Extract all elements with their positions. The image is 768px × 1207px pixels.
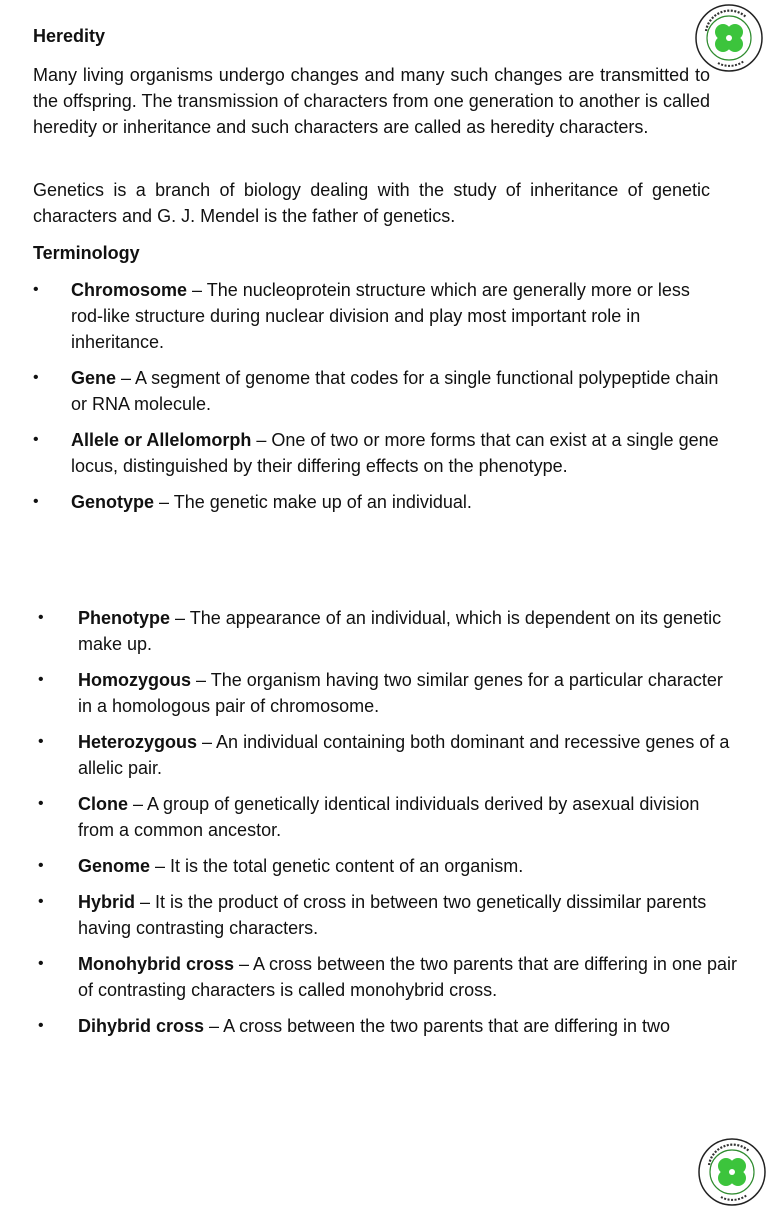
- bullet-icon: •: [33, 281, 39, 298]
- genetics-paragraph: Genetics is a branch of biology dealing with the study of inheritance of genetic characters and G. J. Mendel is the father of genetics.: [33, 180, 710, 226]
- list-item: [33, 427, 723, 479]
- term-definition: – It is the product of cross in between two genetically dissimilar parents having contrasting characters.: [78, 892, 707, 938]
- term-label: Homozygous: [78, 670, 192, 690]
- page-title: Heredity: [33, 26, 106, 46]
- bullet-icon: •: [38, 609, 44, 626]
- list-item: [38, 951, 738, 1003]
- bullet-icon: •: [38, 671, 44, 688]
- term-definition: – It is the total genetic content of an organism.: [150, 856, 524, 876]
- term-label: Hybrid: [78, 892, 136, 912]
- intro-paragraph: Many living organisms undergo changes and many such changes are transmitted to the offspring. The transmission of characters from one generation to another is called heredity or inheritance and such characters are called as heredity characters.: [33, 65, 710, 137]
- list-item: [38, 791, 738, 843]
- term-label: Genotype: [71, 492, 155, 512]
- bullet-icon: •: [33, 431, 39, 448]
- term-definition: – A group of genetically identical individuals derived by asexual division from a common ancestor.: [78, 794, 700, 840]
- bullet-icon: •: [38, 955, 44, 972]
- university-seal-icon: [694, 3, 764, 73]
- term-definition: – The nucleoprotein structure which are generally more or less rod-like structure during nuclear division and play most important role in inheritance.: [71, 280, 690, 352]
- bullet-icon: •: [38, 857, 44, 874]
- slide-terminology-continued: [0, 560, 768, 1036]
- list-item: [38, 1013, 738, 1039]
- term-label: Dihybrid cross: [78, 1016, 205, 1036]
- list-item: [38, 729, 738, 781]
- terminology-list: [33, 277, 723, 525]
- slide-heredity: [0, 0, 768, 560]
- term-definition: – A segment of genome that codes for a single functional polypeptide chain or RNA molecule.: [71, 368, 719, 414]
- term-label: Allele or Allelomorph: [71, 430, 252, 450]
- term-label: Clone: [78, 794, 129, 814]
- term-definition: – The appearance of an individual, which is dependent on its genetic make up.: [78, 608, 722, 654]
- term-label: Genome: [78, 856, 151, 876]
- list-item: [33, 277, 723, 355]
- list-item: [38, 853, 738, 879]
- term-definition: – A cross between the two parents that are differing in two: [204, 1016, 670, 1036]
- list-item: [33, 365, 723, 417]
- bullet-icon: •: [33, 369, 39, 386]
- term-label: Heterozygous: [78, 732, 198, 752]
- term-definition: – An individual containing both dominant and recessive genes of a allelic pair.: [78, 732, 730, 778]
- bullet-icon: •: [38, 1017, 44, 1034]
- term-definition: – One of two or more forms that can exist at a single gene locus, distinguished by their differing effects on the phenotype.: [71, 430, 719, 476]
- bullet-icon: •: [33, 493, 39, 510]
- term-label: Gene: [71, 368, 117, 388]
- section-heading: Terminology: [33, 243, 140, 263]
- term-label: Monohybrid cross: [78, 954, 235, 974]
- bullet-icon: •: [38, 733, 44, 750]
- terminology-list: [38, 605, 738, 1049]
- term-definition: – The organism having two similar genes for a particular character in a homologous pair of chromosome.: [78, 670, 723, 716]
- list-item: [38, 889, 738, 941]
- list-item: [33, 489, 723, 515]
- term-definition: – A cross between the two parents that are differing in one pair of contrasting characters is called monohybrid cross.: [78, 954, 737, 1000]
- bullet-icon: •: [38, 795, 44, 812]
- list-item: [38, 605, 738, 657]
- term-label: Phenotype: [78, 608, 171, 628]
- university-seal-icon: [697, 1137, 767, 1207]
- term-label: Chromosome: [71, 280, 188, 300]
- bullet-icon: •: [38, 893, 44, 910]
- term-definition: – The genetic make up of an individual.: [154, 492, 472, 512]
- list-item: [38, 667, 738, 719]
